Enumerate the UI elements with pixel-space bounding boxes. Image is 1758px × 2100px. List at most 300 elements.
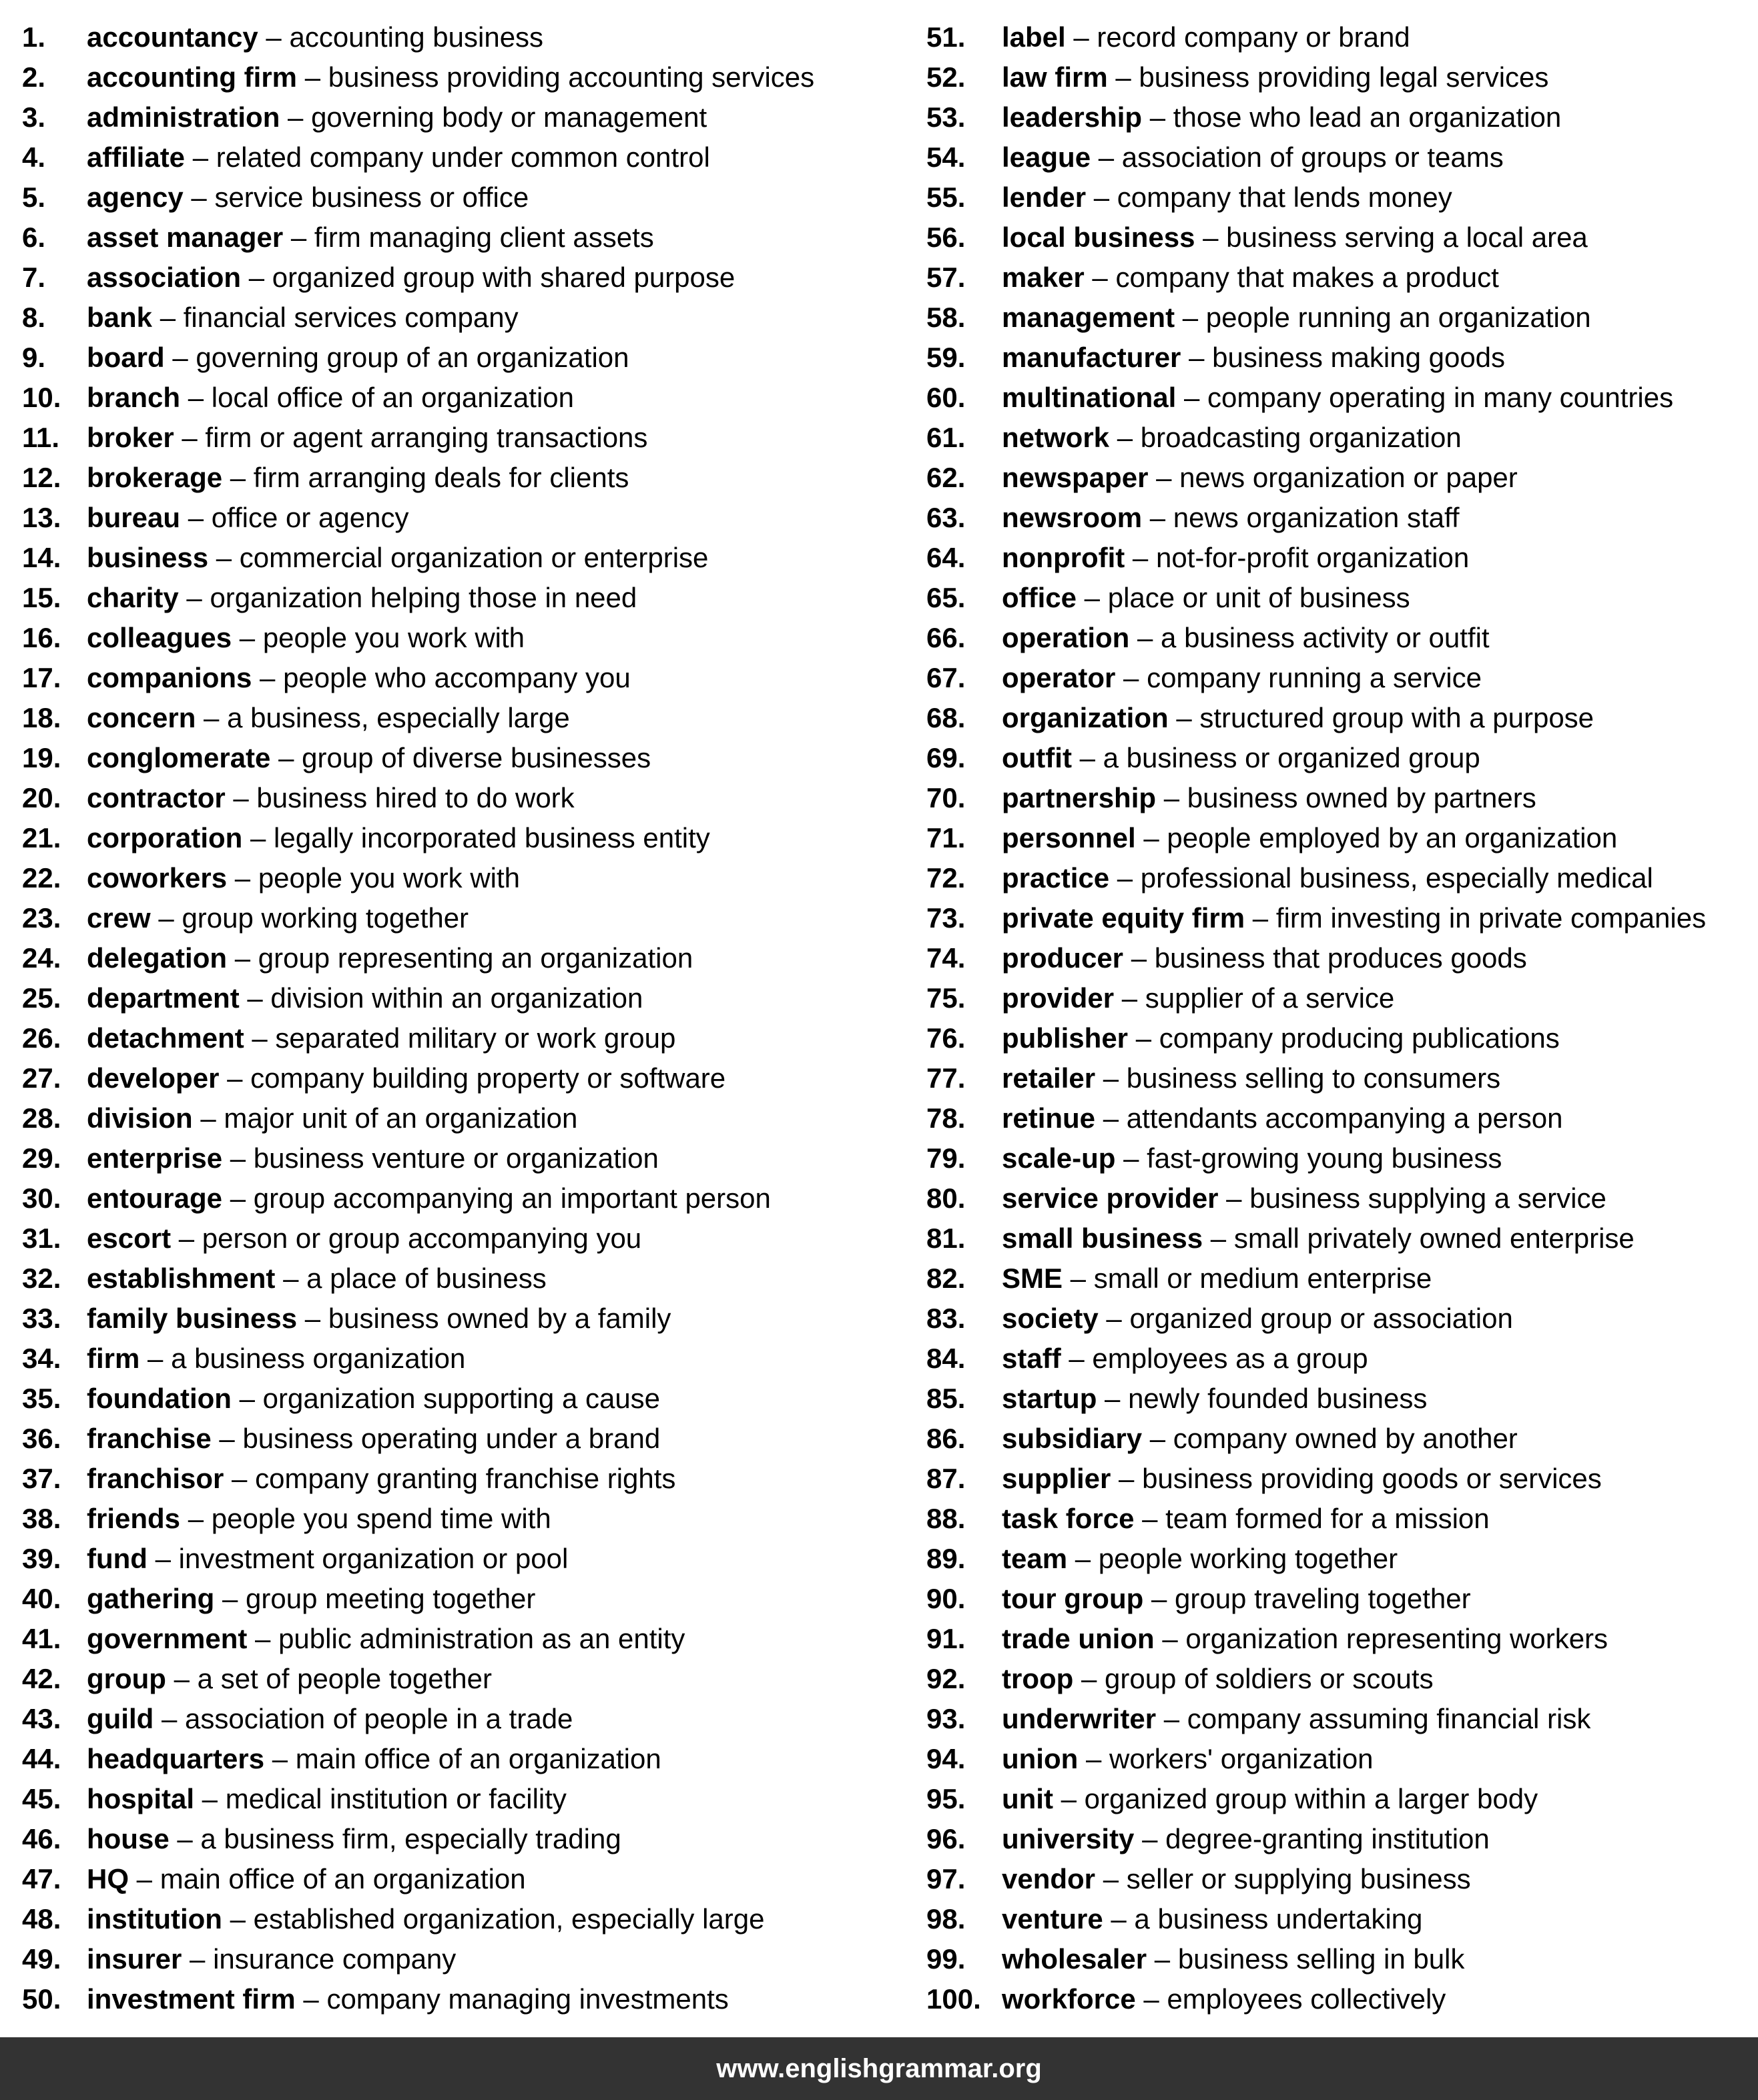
item-entry <box>87 382 574 413</box>
dash-separator: – <box>185 141 216 173</box>
list-item <box>22 1979 892 2019</box>
item-number: 73. <box>926 902 966 934</box>
dash-separator: – <box>1095 1102 1127 1134</box>
item-entry <box>87 1343 465 1374</box>
item-entry <box>1002 1463 1602 1494</box>
dash-separator: – <box>1181 342 1213 373</box>
item-definition: broadcasting organization <box>1140 422 1462 453</box>
item-definition: association of people in a trade <box>185 1703 573 1734</box>
item-entry <box>87 1463 675 1494</box>
dash-separator: – <box>192 1102 224 1134</box>
dash-separator: – <box>1061 1343 1093 1374</box>
dash-separator: – <box>214 1583 246 1614</box>
dash-separator: – <box>1095 1863 1127 1894</box>
list-item <box>22 137 892 178</box>
list-item <box>22 1699 892 1739</box>
list-item <box>22 778 892 818</box>
item-term: staff <box>1002 1343 1061 1374</box>
item-definition: legally incorporated business entity <box>274 822 710 853</box>
dash-separator: – <box>1142 1423 1173 1454</box>
item-entry <box>1002 342 1505 373</box>
item-definition: governing body or management <box>311 101 707 133</box>
item-term: startup <box>1002 1383 1097 1414</box>
item-definition: financial services company <box>183 302 519 333</box>
dash-separator: – <box>1128 1022 1159 1054</box>
item-term: troop <box>1002 1663 1074 1694</box>
item-number: 18. <box>22 702 61 733</box>
list-item <box>926 1098 1758 1138</box>
list-item <box>22 538 892 578</box>
item-number: 37. <box>22 1463 61 1494</box>
item-term: label <box>1002 21 1066 53</box>
item-entry <box>1002 61 1548 93</box>
dash-separator: – <box>222 462 254 493</box>
item-term: developer <box>87 1062 220 1094</box>
list-item <box>926 898 1758 938</box>
list-item <box>22 1218 892 1259</box>
dash-separator: – <box>152 302 184 333</box>
list-item <box>926 778 1758 818</box>
item-number: 30. <box>22 1182 61 1214</box>
item-entry <box>87 1062 725 1094</box>
list-item <box>22 1058 892 1098</box>
item-number: 10. <box>22 382 61 413</box>
item-definition: a business organization <box>171 1343 466 1374</box>
list-item <box>22 1779 892 1819</box>
list-item <box>22 498 892 538</box>
dash-separator: – <box>224 1463 256 1494</box>
item-entry <box>1002 422 1462 453</box>
dash-separator: – <box>1218 1182 1250 1214</box>
item-entry <box>1002 782 1536 813</box>
item-term: division <box>87 1102 193 1134</box>
item-term: SME <box>1002 1263 1063 1294</box>
item-definition: company running a service <box>1147 662 1482 693</box>
item-term: local business <box>1002 222 1195 253</box>
item-definition: news organization or paper <box>1179 462 1518 493</box>
item-term: trade union <box>1002 1623 1155 1654</box>
dash-separator: – <box>1107 61 1139 93</box>
item-term: multinational <box>1002 382 1177 413</box>
item-definition: newly founded business <box>1128 1383 1428 1414</box>
item-term: colleagues <box>87 622 232 653</box>
list-item <box>22 178 892 218</box>
item-term: business <box>87 542 209 573</box>
item-term: law firm <box>1002 61 1108 93</box>
item-entry <box>1002 222 1588 253</box>
item-entry <box>87 542 708 573</box>
list-item <box>22 578 892 618</box>
dash-separator: – <box>1123 942 1155 974</box>
item-definition: investment organization or pool <box>178 1543 569 1574</box>
item-term: producer <box>1002 942 1124 974</box>
dash-separator: – <box>182 1943 214 1975</box>
item-term: underwriter <box>1002 1703 1157 1734</box>
dash-separator: – <box>1067 1543 1099 1574</box>
item-term: vendor <box>1002 1863 1096 1894</box>
item-entry <box>87 1383 660 1414</box>
item-term: headquarters <box>87 1743 265 1774</box>
item-definition: business making goods <box>1212 342 1506 373</box>
item-number: 74. <box>926 942 966 974</box>
item-term: brokerage <box>87 462 223 493</box>
item-definition: medical institution or facility <box>225 1783 567 1814</box>
list-item <box>22 1299 892 1339</box>
item-definition: office or agency <box>211 502 409 533</box>
item-number: 40. <box>22 1583 61 1614</box>
item-definition: company managing investments <box>326 1983 729 2015</box>
item-number: 6. <box>22 222 46 253</box>
item-number: 43. <box>22 1703 61 1734</box>
list-item <box>926 978 1758 1018</box>
list-item <box>926 338 1758 378</box>
item-entry <box>87 1142 659 1174</box>
item-number: 12. <box>22 462 61 493</box>
item-entry <box>87 1943 456 1975</box>
dash-separator: – <box>1109 862 1141 894</box>
item-term: board <box>87 342 165 373</box>
item-entry <box>1002 702 1594 733</box>
dash-separator: – <box>225 782 257 813</box>
item-definition: people you work with <box>258 862 521 894</box>
item-entry <box>1002 1983 1446 2015</box>
dash-separator: – <box>244 1022 276 1054</box>
item-entry <box>87 342 629 373</box>
dash-separator: – <box>275 1263 307 1294</box>
dash-separator: – <box>1134 1503 1166 1534</box>
list-item <box>926 578 1758 618</box>
item-number: 52. <box>926 61 966 93</box>
item-entry <box>87 21 543 53</box>
item-entry <box>1002 622 1490 653</box>
item-entry <box>1002 822 1617 853</box>
list-item <box>22 418 892 458</box>
item-number: 21. <box>22 822 61 853</box>
item-definition: related company under common control <box>216 141 710 173</box>
item-number: 51. <box>926 21 966 53</box>
item-definition: company granting franchise rights <box>255 1463 676 1494</box>
item-number: 86. <box>926 1423 966 1454</box>
item-term: franchise <box>87 1423 212 1454</box>
item-number: 2. <box>22 61 46 93</box>
list-item <box>926 1939 1758 1979</box>
item-term: organization <box>1002 702 1169 733</box>
list-item <box>22 938 892 978</box>
item-definition: people working together <box>1098 1543 1398 1574</box>
list-item <box>22 1899 892 1939</box>
item-definition: local office of an organization <box>211 382 574 413</box>
item-entry <box>87 702 570 733</box>
dash-separator: – <box>171 1222 202 1254</box>
item-definition: small privately owned enterprise <box>1233 1222 1635 1254</box>
item-number: 41. <box>22 1623 61 1654</box>
item-definition: business operating under a brand <box>242 1423 661 1454</box>
item-definition: a business undertaking <box>1134 1903 1423 1935</box>
list-item <box>926 1539 1758 1579</box>
item-definition: firm investing in private companies <box>1275 902 1707 934</box>
item-definition: governing group of an organization <box>196 342 629 373</box>
dash-separator: – <box>1071 742 1103 773</box>
item-number: 22. <box>22 862 61 894</box>
item-number: 54. <box>926 141 966 173</box>
list-item <box>926 1379 1758 1419</box>
item-entry <box>1002 1062 1500 1094</box>
item-number: 72. <box>926 862 966 894</box>
item-entry <box>87 1743 661 1774</box>
item-definition: person or group accompanying you <box>202 1222 642 1254</box>
item-definition: firm or agent arranging transactions <box>205 422 648 453</box>
item-term: personnel <box>1002 822 1136 853</box>
item-number: 84. <box>926 1343 966 1374</box>
item-term: workforce <box>1002 1983 1136 2015</box>
list-item <box>926 1459 1758 1499</box>
item-definition: service business or office <box>214 182 529 213</box>
item-entry <box>87 1503 551 1534</box>
list-item <box>22 1138 892 1178</box>
dash-separator: – <box>183 182 215 213</box>
list-item <box>22 1659 892 1699</box>
dash-separator: – <box>1175 302 1206 333</box>
item-entry <box>87 61 814 93</box>
item-number: 64. <box>926 542 966 573</box>
item-entry <box>1002 141 1504 173</box>
item-entry <box>1002 1903 1422 1935</box>
dash-separator: – <box>1142 101 1173 133</box>
item-number: 87. <box>926 1463 966 1494</box>
item-term: charity <box>87 582 179 613</box>
item-number: 53. <box>926 101 966 133</box>
dash-separator: – <box>1098 1303 1130 1334</box>
item-term: gathering <box>87 1583 215 1614</box>
list-item <box>926 1779 1758 1819</box>
item-number: 35. <box>22 1383 61 1414</box>
item-number: 85. <box>926 1383 966 1414</box>
item-term: manufacturer <box>1002 342 1181 373</box>
list-item <box>22 1539 892 1579</box>
item-entry <box>1002 1022 1560 1054</box>
item-term: tour group <box>1002 1583 1144 1614</box>
item-entry <box>87 1903 764 1935</box>
item-number: 75. <box>926 982 966 1014</box>
item-number: 63. <box>926 502 966 533</box>
item-term: service provider <box>1002 1182 1219 1214</box>
item-entry <box>1002 1583 1471 1614</box>
item-term: enterprise <box>87 1142 223 1174</box>
item-term: investment firm <box>87 1983 296 2015</box>
item-number: 26. <box>22 1022 61 1054</box>
dash-separator: – <box>166 1663 198 1694</box>
list-item <box>926 178 1758 218</box>
item-entry <box>1002 1343 1368 1374</box>
dash-separator: – <box>1077 582 1108 613</box>
list-item <box>22 298 892 338</box>
item-term: accounting firm <box>87 61 298 93</box>
item-definition: attendants accompanying a person <box>1126 1102 1563 1134</box>
item-entry <box>1002 21 1410 53</box>
dash-separator: – <box>280 101 312 133</box>
item-term: government <box>87 1623 248 1654</box>
item-term: detachment <box>87 1022 244 1054</box>
item-number: 91. <box>926 1623 966 1654</box>
list-item <box>926 258 1758 298</box>
item-definition: workers' organization <box>1109 1743 1374 1774</box>
dash-separator: – <box>1156 1703 1187 1734</box>
dash-separator: – <box>211 1423 243 1454</box>
list-item <box>22 258 892 298</box>
item-definition: people who accompany you <box>283 662 631 693</box>
item-entry <box>87 782 575 813</box>
item-number: 24. <box>22 942 61 974</box>
item-entry <box>87 1703 573 1734</box>
item-entry <box>1002 262 1499 293</box>
item-number: 97. <box>926 1863 966 1894</box>
list-item <box>22 17 892 57</box>
item-number: 15. <box>22 582 61 613</box>
word-list-column-right <box>892 17 1758 2019</box>
dash-separator: – <box>1195 222 1227 253</box>
word-list-column-left <box>0 17 892 2019</box>
dash-separator: – <box>264 1743 296 1774</box>
item-term: foundation <box>87 1383 232 1414</box>
item-number: 28. <box>22 1102 61 1134</box>
item-number: 81. <box>926 1222 966 1254</box>
item-definition: employees collectively <box>1167 1983 1446 2015</box>
list-item <box>926 1899 1758 1939</box>
item-term: private equity firm <box>1002 902 1245 934</box>
item-entry <box>87 1102 577 1134</box>
item-definition: business providing accounting services <box>328 61 815 93</box>
list-item <box>22 1939 892 1979</box>
item-entry <box>1002 1303 1513 1334</box>
item-entry <box>1002 302 1591 333</box>
dash-separator: – <box>1063 1263 1094 1294</box>
list-item <box>926 1979 1758 2019</box>
item-term: retinue <box>1002 1102 1096 1134</box>
item-definition: major unit of an organization <box>224 1102 578 1134</box>
list-item <box>22 1619 892 1659</box>
list-item <box>926 1058 1758 1098</box>
list-item <box>926 1499 1758 1539</box>
item-definition: people running an organization <box>1205 302 1591 333</box>
item-number: 49. <box>22 1943 61 1975</box>
item-term: outfit <box>1002 742 1072 773</box>
item-definition: team formed for a mission <box>1165 1503 1490 1534</box>
list-item <box>22 458 892 498</box>
item-definition: group of soldiers or scouts <box>1105 1663 1434 1694</box>
item-entry <box>87 982 643 1014</box>
item-entry <box>1002 1182 1606 1214</box>
item-definition: employees as a group <box>1092 1343 1368 1374</box>
item-number: 60. <box>926 382 966 413</box>
dash-separator: – <box>222 1903 254 1935</box>
item-number: 19. <box>22 742 61 773</box>
item-definition: a business, especially large <box>227 702 570 733</box>
item-entry <box>1002 1743 1374 1774</box>
item-number: 32. <box>22 1263 61 1294</box>
item-entry <box>87 1583 535 1614</box>
list-item <box>926 97 1758 137</box>
list-item <box>926 17 1758 57</box>
list-item <box>22 57 892 97</box>
dash-separator: – <box>241 262 272 293</box>
list-item <box>926 57 1758 97</box>
item-definition: fast-growing young business <box>1147 1142 1502 1174</box>
item-entry <box>87 262 735 293</box>
item-term: guild <box>87 1703 154 1734</box>
item-entry <box>1002 902 1706 934</box>
item-entry <box>1002 1263 1432 1294</box>
item-number: 48. <box>22 1903 61 1935</box>
item-entry <box>87 582 637 613</box>
item-entry <box>87 222 654 253</box>
item-definition: association of groups or teams <box>1121 141 1504 173</box>
dash-separator: – <box>1147 1943 1178 1975</box>
dash-separator: – <box>174 422 206 453</box>
item-entry <box>87 1263 547 1294</box>
item-number: 83. <box>926 1303 966 1334</box>
item-definition: accounting business <box>289 21 544 53</box>
item-definition: company building property or software <box>250 1062 726 1094</box>
item-entry <box>87 1823 621 1854</box>
item-entry <box>1002 942 1527 974</box>
list-item <box>926 418 1758 458</box>
item-number: 68. <box>926 702 966 733</box>
item-definition: group accompanying an important person <box>253 1182 771 1214</box>
item-definition: company that makes a product <box>1115 262 1499 293</box>
item-definition: company assuming financial risk <box>1187 1703 1591 1734</box>
item-definition: business that produces goods <box>1154 942 1527 974</box>
item-term: fund <box>87 1543 148 1574</box>
list-item <box>926 458 1758 498</box>
item-number: 96. <box>926 1823 966 1854</box>
item-number: 89. <box>926 1543 966 1574</box>
list-item <box>22 818 892 858</box>
item-entry <box>1002 662 1482 693</box>
list-item <box>22 1739 892 1779</box>
item-definition: company that lends money <box>1117 182 1452 213</box>
list-item <box>22 1339 892 1379</box>
item-entry <box>1002 582 1410 613</box>
item-number: 67. <box>926 662 966 693</box>
dash-separator: – <box>1134 1823 1166 1854</box>
item-term: delegation <box>87 942 228 974</box>
item-number: 29. <box>22 1142 61 1174</box>
item-entry <box>1002 101 1561 133</box>
dash-separator: – <box>208 542 240 573</box>
item-number: 94. <box>926 1743 966 1774</box>
item-definition: business owned by partners <box>1187 782 1536 813</box>
item-entry <box>1002 1703 1590 1734</box>
item-entry <box>87 1543 568 1574</box>
dash-separator: – <box>1084 262 1116 293</box>
item-term: society <box>1002 1303 1099 1334</box>
item-number: 3. <box>22 101 46 133</box>
item-term: small business <box>1002 1222 1203 1254</box>
list-item <box>22 97 892 137</box>
list-item <box>926 1018 1758 1058</box>
item-term: bureau <box>87 502 181 533</box>
item-definition: a set of people together <box>197 1663 492 1694</box>
item-number: 88. <box>926 1503 966 1534</box>
dash-separator: – <box>1135 822 1167 853</box>
dash-separator: – <box>297 1303 328 1334</box>
item-number: 70. <box>926 782 966 813</box>
item-number: 62. <box>926 462 966 493</box>
item-term: concern <box>87 702 196 733</box>
dash-separator: – <box>270 742 302 773</box>
item-term: entourage <box>87 1182 223 1214</box>
item-number: 56. <box>926 222 966 253</box>
